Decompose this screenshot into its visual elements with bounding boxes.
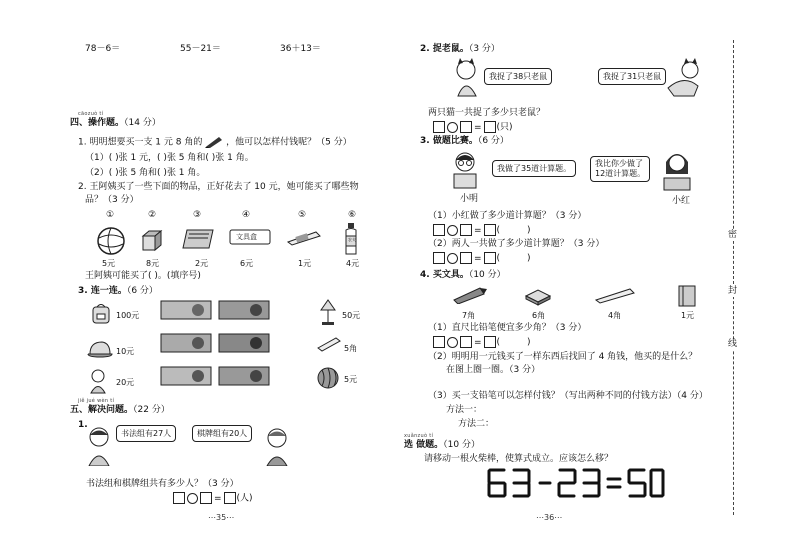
r-q4-price-2: 6角	[532, 311, 546, 320]
q3-title: 3. 连一连。	[78, 286, 127, 296]
r-q4-sub2b: 在图上圈一圈。（3 分）	[446, 365, 541, 375]
ball-icon	[96, 226, 126, 256]
pencil-icon	[205, 136, 223, 148]
r-q2-bubble-a: 我捉了38只老鼠	[484, 68, 552, 85]
cube-toy-icon	[141, 230, 163, 252]
q2-price-6: 4元	[346, 259, 360, 268]
q2-num-3: ③	[193, 210, 202, 220]
answer-box[interactable]	[460, 336, 472, 348]
r-q3-sub1: （1）小红做了多少道计算题？（3 分）	[428, 211, 587, 221]
r-q3-name-a: 小明	[460, 194, 479, 204]
girl-xiaohong-icon	[660, 148, 694, 192]
r-q5-pinyin: xuǎnzuò tí	[404, 433, 434, 439]
r-q4-title: 4. 买文具。	[420, 270, 469, 280]
q2-num-6: ⑥	[348, 210, 357, 220]
sharpener-item-icon	[524, 288, 552, 306]
answer-box[interactable]	[460, 121, 472, 133]
cap-icon	[86, 340, 114, 358]
r-q5-prompt: 请移动一根火柴棒，使算式成立。应该怎么移？	[424, 454, 614, 464]
ruler-item-icon	[594, 288, 636, 304]
q2-answer-line: 王阿姨可能买了( )。(填序号)	[85, 271, 201, 281]
s5q1-bubble-a: 书法组有27人	[116, 425, 176, 442]
r-q4-score: （10 分）	[468, 270, 506, 280]
q3-right-1: 50元	[342, 311, 361, 320]
cat-right-icon	[664, 58, 704, 98]
r-q4-sub3: （3）买一支铅笔可以怎样付钱？（写出两种不同的付钱方法）（4 分）	[428, 391, 708, 401]
q2-num-5: ⑤	[298, 210, 307, 220]
r-q3-bubble-a: 我做了35道计算题。	[492, 160, 576, 177]
answer-box[interactable]	[484, 224, 496, 236]
seal-char-3: 线	[728, 339, 738, 349]
q1-text-a: 1. 明明想要买一支 1 元 8 角的	[78, 137, 203, 148]
seal-dashed-line	[733, 40, 734, 515]
r-q3-bubble-b	[590, 156, 650, 182]
answer-box[interactable]	[484, 252, 496, 264]
pencil-item-icon	[452, 286, 488, 304]
r-q3-sub2: （2）两人一共做了多少道计算题？（3 分）	[428, 239, 605, 249]
banknote-1	[160, 300, 212, 320]
answer-box[interactable]	[433, 252, 445, 264]
r-q4-sub1: （1）直尺比铅笔便宜多少角？（3 分）	[428, 323, 587, 333]
q2-price-3: 2元	[195, 259, 209, 268]
r-q2-bubble-b: 我捉了31只老鼠	[598, 68, 666, 85]
q2-num-4: ④	[242, 210, 251, 220]
q1-text-b: ，他可以怎样付钱呢？（5 分）	[226, 137, 352, 148]
s5q1-unit: (人)	[236, 493, 253, 504]
eraser-icon	[286, 230, 322, 246]
r-q5-title: 选 做题。	[404, 440, 444, 450]
q3-left-2: 10元	[116, 347, 135, 356]
r-q3-heading	[420, 136, 509, 147]
section5-heading	[70, 405, 170, 416]
boy-xiaoming-icon	[448, 150, 482, 190]
answer-box[interactable]	[484, 121, 496, 133]
operator-circle[interactable]	[447, 253, 458, 264]
notebook-icon	[181, 228, 215, 250]
operator-circle[interactable]	[187, 493, 198, 504]
top-row-expr-2: 55－21＝	[180, 44, 221, 54]
r-q5-score: （10 分）	[443, 440, 480, 450]
q1-line-2: （2）( )张 5 角和( )张 1 角。	[85, 168, 206, 178]
page-number-right-value: 36	[544, 513, 555, 522]
q2-price-2: 8元	[146, 259, 160, 268]
r-q2-heading	[420, 44, 500, 55]
r-q4-heading	[420, 270, 506, 281]
answer-box[interactable]	[224, 492, 236, 504]
q3-left-1: 100元	[116, 311, 140, 320]
cat-left-icon	[450, 58, 484, 98]
section4-pinyin: cāozuò tí	[78, 111, 104, 117]
section4-title: 四、操作题。	[70, 118, 125, 128]
q2-price-5: 1元	[298, 259, 312, 268]
page-number-left: ⋯35⋯	[208, 513, 235, 522]
banknote-3	[160, 333, 212, 353]
q2-line-1: 2. 王阿姨买了一些下面的物品，正好花去了 10 元，她可能买了哪些物	[78, 182, 359, 192]
answer-box[interactable]	[200, 492, 212, 504]
banknote-6	[218, 366, 270, 386]
r-q3-bubble-b-line1: 我比你少做了	[595, 159, 643, 168]
r-q5-heading	[404, 440, 480, 451]
r-q3-score: （6 分）	[477, 136, 509, 146]
matchstick-equation	[486, 468, 666, 498]
q2-num-1: ①	[106, 210, 115, 220]
section5-score: （22 分）	[133, 405, 170, 415]
r-q4-method-2: 方法二：	[458, 419, 495, 429]
bottle-label: 农夫	[348, 237, 356, 242]
section4-heading	[70, 118, 161, 129]
answer-box[interactable]	[460, 252, 472, 264]
q2-line-2: 品？（3 分）	[85, 195, 139, 205]
seal-char-1: 密	[728, 230, 738, 240]
backpack-icon	[90, 302, 112, 324]
r-q3-answer-2: = ( )	[432, 252, 531, 265]
q2-price-1: 5元	[102, 259, 116, 268]
r-q2-answer: = (只)	[432, 121, 513, 134]
r-q4-method-1: 方法一：	[446, 405, 483, 415]
banknote-4	[218, 333, 270, 353]
section5-title: 五、解决问题。	[70, 405, 134, 415]
r-q4-price-1: 7角	[462, 311, 476, 320]
man-figure-icon	[262, 426, 292, 466]
pencil-box-label: 文具盒	[236, 233, 257, 241]
section4-score: （14 分）	[124, 118, 161, 128]
r-q2-score: （3 分）	[468, 44, 500, 54]
q3-heading	[78, 286, 158, 297]
answer-box[interactable]	[433, 121, 445, 133]
answer-box[interactable]	[484, 336, 496, 348]
boy-figure-icon	[84, 426, 114, 466]
q2-price-4: 6元	[240, 259, 254, 268]
answer-box[interactable]	[173, 492, 185, 504]
r-q4-answer-1: = ( )	[432, 336, 531, 349]
answer-box[interactable]	[460, 224, 472, 236]
s5q1-bubble-b: 棋牌组有20人	[192, 425, 252, 442]
s5q1-answer: = (人)	[172, 492, 253, 505]
answer-box[interactable]	[433, 224, 445, 236]
doll-icon	[88, 368, 108, 394]
r-q4-sub2a: （2）明明用一元钱买了一样东西后找回了 4 角钱，他买的是什么？	[428, 352, 698, 362]
lamp-icon	[318, 298, 338, 326]
q3-score: （6 分）	[126, 286, 158, 296]
q3-left-3: 20元	[116, 378, 135, 387]
r-q3-title: 3. 做题比赛。	[420, 136, 478, 146]
r-q3-name-b: 小红	[672, 196, 691, 206]
r-q3-bubble-b-line2: 12道计算题。	[595, 169, 646, 178]
r-q2-question: 两只猫一共捉了多少只老鼠？	[428, 108, 546, 118]
answer-box[interactable]	[433, 336, 445, 348]
q1-line-1: （1）( )张 1 元，( )张 5 角和( )张 1 角。	[85, 153, 254, 163]
r-q4-price-3: 4角	[608, 311, 622, 320]
notebook-item-icon	[677, 284, 697, 308]
top-row-expr-1: 78－6＝	[85, 44, 121, 54]
r-q3-answer-1: = ( )	[432, 224, 531, 237]
r-q2-title: 2. 捉老鼠。	[420, 44, 469, 54]
s5q1-question: 书法组和棋牌组共有多少人？（3 分）	[86, 479, 239, 489]
s5q1-num: 1.	[78, 420, 88, 430]
operator-circle[interactable]	[447, 337, 458, 348]
paper-roll-icon	[316, 336, 342, 352]
banknote-5	[160, 366, 212, 386]
r-q4-price-4: 1元	[681, 311, 695, 320]
section5-pinyin: jiě jué wèn tí	[78, 398, 115, 404]
top-row-expr-3: 36＋13＝	[280, 44, 321, 54]
operator-circle[interactable]	[447, 122, 458, 133]
q3-right-3: 5元	[344, 375, 358, 384]
banknote-2	[218, 300, 270, 320]
q3-right-2: 5角	[344, 344, 358, 353]
q1-question	[78, 136, 352, 149]
operator-circle[interactable]	[447, 225, 458, 236]
q2-num-2: ②	[148, 210, 157, 220]
page-number-right: ⋯36⋯	[536, 513, 563, 522]
seal-char-2: 封	[728, 286, 738, 296]
r-q2-unit: (只)	[496, 122, 513, 133]
watermelon-icon	[316, 366, 340, 390]
page-number-left-value: 35	[216, 513, 227, 522]
